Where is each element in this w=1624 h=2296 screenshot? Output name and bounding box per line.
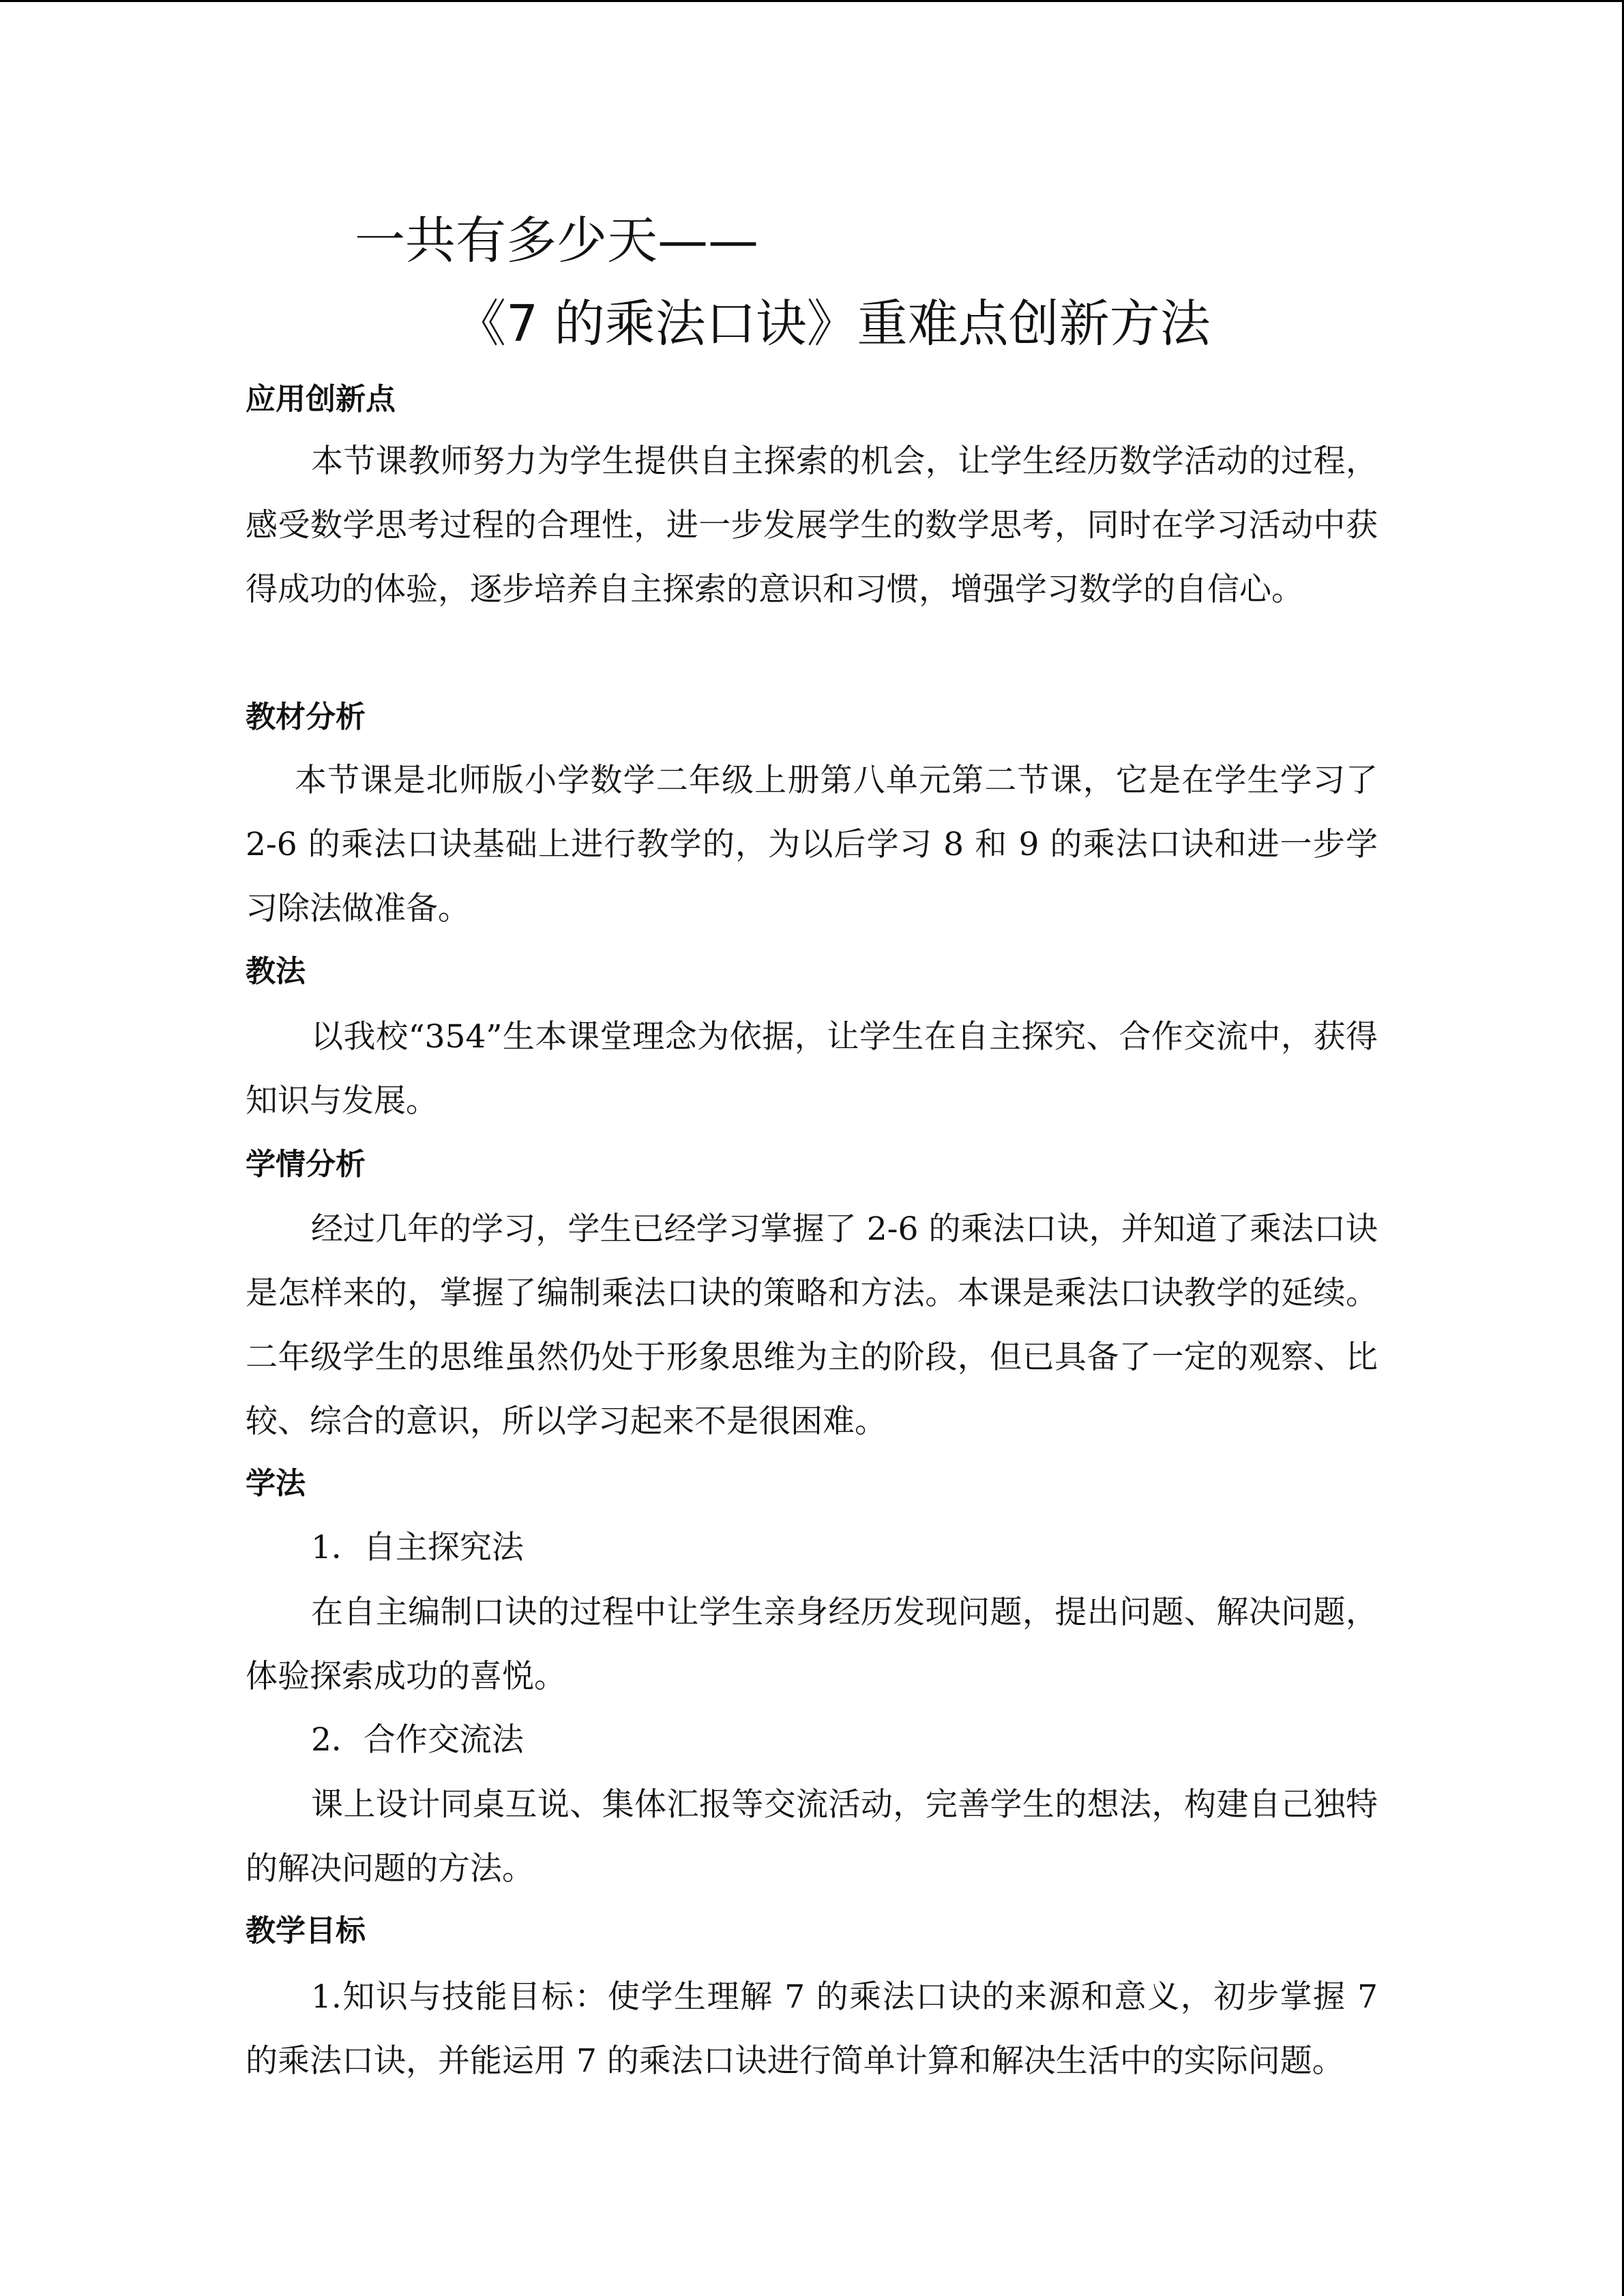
section-text-teaching-method: 以我校“354”生本课堂理念为依据，让学生在自主探究、合作交流中，获得知识与发展。 — [246, 1018, 1378, 1120]
document-title-line-2: 《7 的乘法口诀》重难点创新方法 — [456, 295, 1211, 353]
section-heading-textbook-analysis: 教材分析 — [246, 700, 366, 734]
learning-method-item-2-text: 课上设计同桌互说、集体汇报等交流活动，完善学生的想法，构建自己独特的解决问题的方法。 — [246, 1786, 1378, 1888]
section-heading-teaching-method: 教法 — [246, 954, 306, 989]
document-title-line-1: 一共有多少天—— — [355, 211, 758, 270]
section-text-student-analysis: 经过几年的学习，学生已经学习掌握了 2-6 的乘法口诀，并知道了乘法口诀是怎样来的，掌握了编制乘法口诀的策略和方法。本课是乘法口诀教学的延续。二年级学生的思维虽然仍处于形象思维为主的阶段，但已具备了一定的观察、比较、综合的意识，所以学习起来不是很困难。 — [246, 1210, 1378, 1440]
section-text-teaching-objectives: 1.知识与技能目标：使学生理解 7 的乘法口诀的来源和意义，初步掌握 7 的乘法口诀，并能运用 7 的乘法口诀进行简单计算和解决生活中的实际问题。 — [246, 1978, 1378, 2080]
section-heading-innovation: 应用创新点 — [246, 382, 396, 417]
learning-method-item-1-text: 在自主编制口诀的过程中让学生亲身经历发现问题，提出问题、解决问题，体验探索成功的喜悦。 — [246, 1594, 1378, 1695]
section-heading-learning-method: 学法 — [246, 1466, 306, 1501]
learning-method-item-1-label: 1．自主探究法 — [311, 1529, 524, 1566]
page-top-border — [0, 0, 1624, 2]
section-text-innovation: 本节课教师努力为学生提供自主探索的机会，让学生经历数学活动的过程，感受数学思考过程的合理性，进一步发展学生的数学思考，同时在学习活动中获得成功的体验，逐步培养自主探索的意识和习惯，增强学习数学的自信心。 — [246, 443, 1378, 608]
learning-method-item-2-label: 2．合作交流法 — [311, 1721, 524, 1759]
section-heading-student-analysis: 学情分析 — [246, 1147, 366, 1182]
section-text-textbook-analysis: 本节课是北师版小学数学二年级上册第八单元第二节课，它是在学生学习了 2-6 的乘法口诀基础上进行教学的，为以后学习 8 和 9 的乘法口诀和进一步学习除法做准备。 — [246, 762, 1378, 927]
section-heading-teaching-objectives: 教学目标 — [246, 1913, 366, 1948]
